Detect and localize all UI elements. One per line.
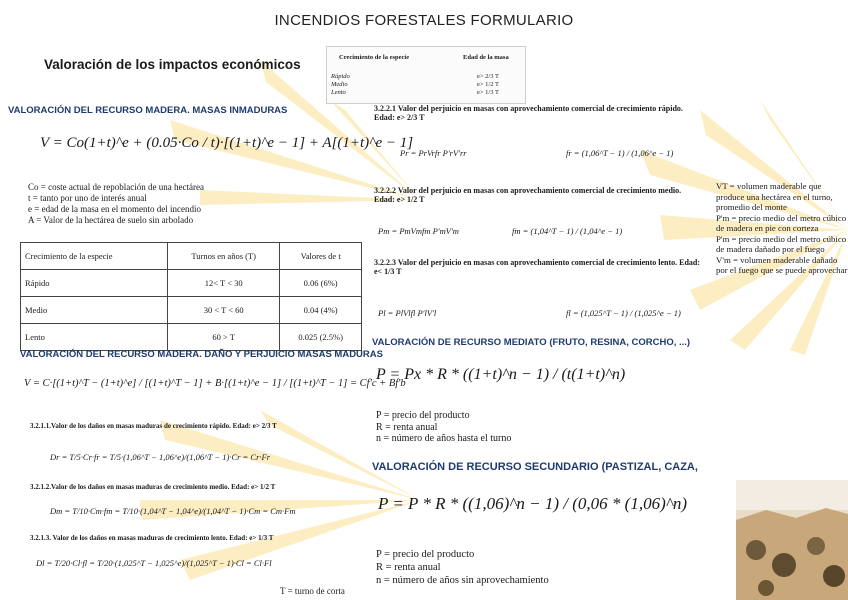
heading-danos-lento: 3.2.1.3. Valor de los daños en masas maduras de crecimiento lento. Edad: e> 1/3 T — [30, 534, 274, 542]
note-vt: VT = volumen maderable que produce una hectárea en el turno, promedio del monte — [716, 181, 833, 212]
heading-masas-maduras: VALORACIÓN DEL RECURSO MADERA. DAÑO Y PERJUICIO MASAS MADURAS — [20, 349, 383, 360]
heading-perjuicio-rapido: 3.2.2.1 Valor del perjuicio en masas con aprovechamiento comercial de crecimiento rápido. Edad: e> 2/3 T — [374, 104, 683, 122]
table-row — [21, 297, 362, 324]
mini-table-row-3-b: e> 1/3 T — [477, 89, 499, 96]
legend-line-p: P = precio del producto — [376, 410, 470, 421]
legend-line-a: A = Valor de la hectárea de suelo sin arbolado — [28, 215, 194, 225]
table-cell: 0.04 (4%) — [280, 297, 362, 324]
table-row — [21, 324, 362, 351]
formula-masas-inmaduras: V = Co(1+t)^e + (0.05·Co / t)·[(1+t)^e − 1] + A[(1+t)^e − 1] — [40, 135, 414, 151]
note-vm: V'm = volumen maderable dañado por el fuego que se puede aprovechar — [716, 254, 848, 275]
formula-danos-lento: Dl = T/20·Cl·fl = T/20·(1,025^T − 1,025^e)/(1,025^T − 1)·Cl = Cl·Fl — [36, 558, 272, 568]
legend-line-n: n = número de años sin aprovechamiento — [376, 575, 549, 586]
formula-recurso-mediato: P = Px * R * ((1+t)^n − 1) / (t(1+t)^n) — [376, 366, 626, 383]
legend-line-r: R = renta anual — [376, 421, 438, 433]
formula-perjuicio-rapido-1: Pr = PrVrfr P'rV'rr — [400, 148, 467, 158]
legend-line-co: Co = coste actual de repoblación de una hectárea — [28, 182, 204, 192]
note-pm-corteza: P'm = precio medio del metro cúbico de madera en pie con corteza — [716, 212, 847, 233]
mini-table-row-1-a: Rápido — [331, 73, 350, 80]
table-cell: 0.06 (6%) — [280, 270, 362, 297]
table-row — [21, 270, 362, 297]
table-cell: Rápido — [21, 270, 168, 297]
mini-table-row-1-b: e> 2/3 T — [477, 73, 499, 80]
legend-line-e: e = edad de la masa en el momento del incendio — [28, 204, 202, 214]
footnote-turno: T = turno de corta — [280, 586, 345, 596]
section-subtitle: Valoración de los impactos económicos — [44, 57, 301, 72]
legend-recurso-mediato — [376, 410, 511, 445]
table-cell: 30 < T < 60 — [168, 297, 280, 324]
formula-recurso-secundario: P = P * R * ((1,06)^n − 1) / (0,06 * (1,06)^n) — [378, 494, 688, 513]
legend-masas-inmaduras — [28, 182, 358, 226]
table-cell: 0.025 (2.5%) — [280, 324, 362, 351]
legend-line-t: t = tanto por uno de interés anual — [28, 193, 147, 203]
page-title: INCENDIOS FORESTALES FORMULARIO — [274, 12, 574, 29]
table-cell: Lento — [21, 324, 168, 351]
legend-line-p: P = precio del producto — [376, 549, 475, 560]
mini-table-col2: Edad de la masa — [463, 54, 509, 61]
table-header: Turnos en años (T) — [168, 243, 280, 270]
heading-perjuicio-medio: 3.2.2.2 Valor del perjuicio en masas con aprovechamiento comercial de crecimiento medio. Edad: e> 1/2 T — [374, 186, 682, 204]
heading-perjuicio-lento: 3.2.2.3 Valor del perjuicio en masas con aprovechamiento comercial de crecimiento lento. Edad: e< 1/3 T — [374, 258, 701, 276]
formula-danos-rapido: Dr = T/5·Cr·fr = T/5·(1,06^T − 1,06^e)/(1,06^T − 1)·Cr = Cr·Fr — [50, 452, 271, 462]
formula-masas-maduras: V = C·[(1+t)^T − (1+t)^e] / [(1+t)^T − 1] + B·[(1+t)^e − 1] / [(1+t)^T − 1] = Cf'c + Bf'b — [24, 378, 406, 389]
heading-danos-medio: 3.2.1.2.Valor de los daños en masas maduras de crecimiento medio. Edad: e> 1/2 T — [30, 483, 276, 491]
formula-danos-medio: Dm = T/10·Cm·fm = T/10·(1,04^T − 1,04^e)/(1,04^T − 1)·Cm = Cm·Fm — [50, 506, 296, 516]
formula-perjuicio-lento-2: fl = (1,025^T − 1) / (1,025^e − 1) — [566, 308, 681, 318]
formula-perjuicio-rapido-2: fr = (1,06^T − 1) / (1,06^e − 1) — [566, 148, 674, 158]
legend-line-n: n = número de años hasta el turno — [376, 433, 512, 444]
heading-recurso-secundario: VALORACIÓN DE RECURSO SECUNDARIO (PASTIZAL, CAZA, — [372, 461, 698, 473]
mini-table-row-2-a: Medio — [331, 81, 348, 88]
formula-perjuicio-medio-2: fm = (1,04^T − 1) / (1,04^e − 1) — [512, 226, 623, 236]
landscape-photo — [736, 480, 848, 600]
table-header: Crecimiento de la especie — [21, 243, 168, 270]
table-header-row — [21, 243, 362, 270]
right-notes — [716, 181, 848, 276]
heading-masas-inmaduras: VALORACIÓN DEL RECURSO MADERA. MASAS INMADURAS — [8, 105, 288, 116]
legend-recurso-secundario — [376, 548, 549, 587]
formula-perjuicio-medio-1: Pm = PmVmfm P'mV'm — [378, 226, 459, 236]
mini-table-col1: Crecimiento de la especie — [339, 54, 410, 61]
table-cell: 60 > T — [168, 324, 280, 351]
table-header: Valores de t — [280, 243, 362, 270]
mini-table-row-2-b: e> 1/2 T — [477, 81, 499, 88]
formula-perjuicio-lento-1: Pl = PlVlfl P'lV'l — [378, 308, 437, 318]
growth-rate-table — [20, 242, 362, 351]
table-cell: Medio — [21, 297, 168, 324]
table-cell: 12< T < 30 — [168, 270, 280, 297]
growth-age-mini-table — [326, 46, 526, 104]
legend-line-r: R = renta anual — [376, 562, 441, 573]
note-pm-danado: P'm = precio medio del metro cúbico de madera dañado por el fuego — [716, 233, 847, 254]
mini-table-row-3-a: Lento — [331, 89, 346, 96]
heading-recurso-mediato: VALORACIÓN DE RECURSO MEDIATO (FRUTO, RESINA, CORCHO, ...) — [372, 337, 691, 348]
heading-danos-rapido: 3.2.1.1.Valor de los daños en masas maduras de crecimiento rápido. Edad: e> 2/3 T — [30, 422, 277, 430]
